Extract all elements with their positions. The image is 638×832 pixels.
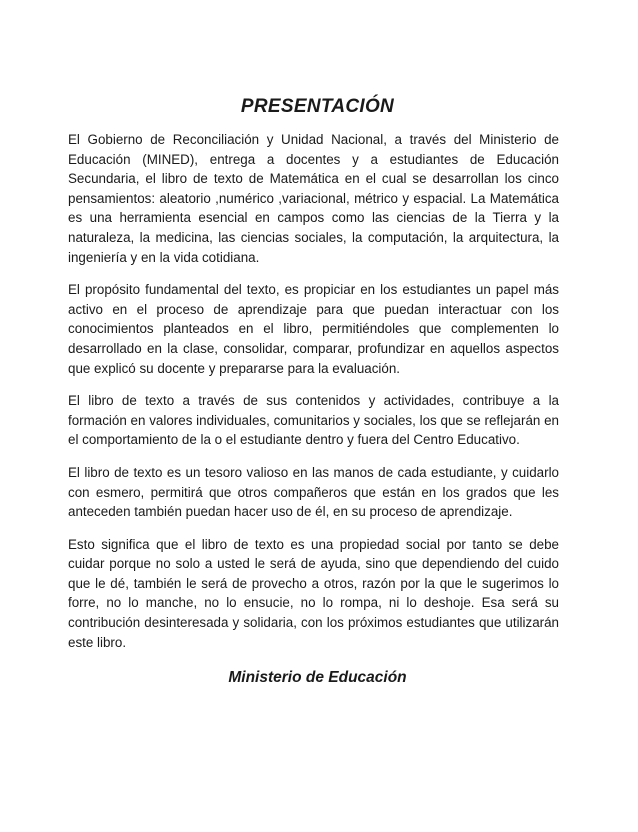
paragraph-social-property: Esto significa que el libro de texto es una propiedad social por tanto se debe cuidar porque no solo a usted le será de ayuda, sino que dependiendo del cuido que le dé, también le será de provecho a otros, razón por la que le sugerimos lo forre, no lo manche, no lo ensucie, no lo rompa, ni lo deshoje. Esa será su contribución desinteresada y solidaria, con los próximos estudiantes que utilizarán este libro. (68, 536, 559, 650)
paragraph-care: El libro de texto es un tesoro valioso en las manos de cada estudiante, y cuidarlo con esmero, permitirá que otros compañeros que están en los grados que les anteceden también puedan hacer uso de él, en su proceso de aprendizaje. (68, 464, 559, 520)
presentation-page (68, 96, 559, 688)
page-title: PRESENTACIÓN (240, 96, 395, 117)
paragraph-intro: El Gobierno de Reconciliación y Unidad Nacional, a través del Ministerio de Educación (MINED), entrega a docentes y a estudiantes de Educación Secundaria, el libro de texto de Matemática en el cual se desarrollan los cinco pensamientos: aleatorio ,numérico ,variacional, métrico y espacial. La Matemática es una herramienta esencial en campos como las ciencias de la Tierra y la naturaleza, la medicina, las ciencias sociales, la computación, la arquitectura, la ingeniería y en la vida cotidiana. (68, 132, 559, 265)
paragraph-values: El libro de texto a través de sus contenidos y actividades, contribuye a la formación en valores individuales, comunitarios y sociales, los que se reflejarán en el comportamiento de la o el estudiante dentro y fuera del Centro Educativo. (68, 393, 559, 448)
signature: Ministerio de Educación (228, 669, 407, 687)
paragraph-purpose: El propósito fundamental del texto, es propiciar en los estudiantes un papel más activo en el proceso de aprendizaje para que puedan interactuar con los conocimientos planteados en el libro, permitiéndoles que complementen lo desarrollado en la clase, consolidar, comparar, profundizar en aquellos aspectos que explicó su docente y prepararse para la evaluación. (68, 282, 559, 376)
